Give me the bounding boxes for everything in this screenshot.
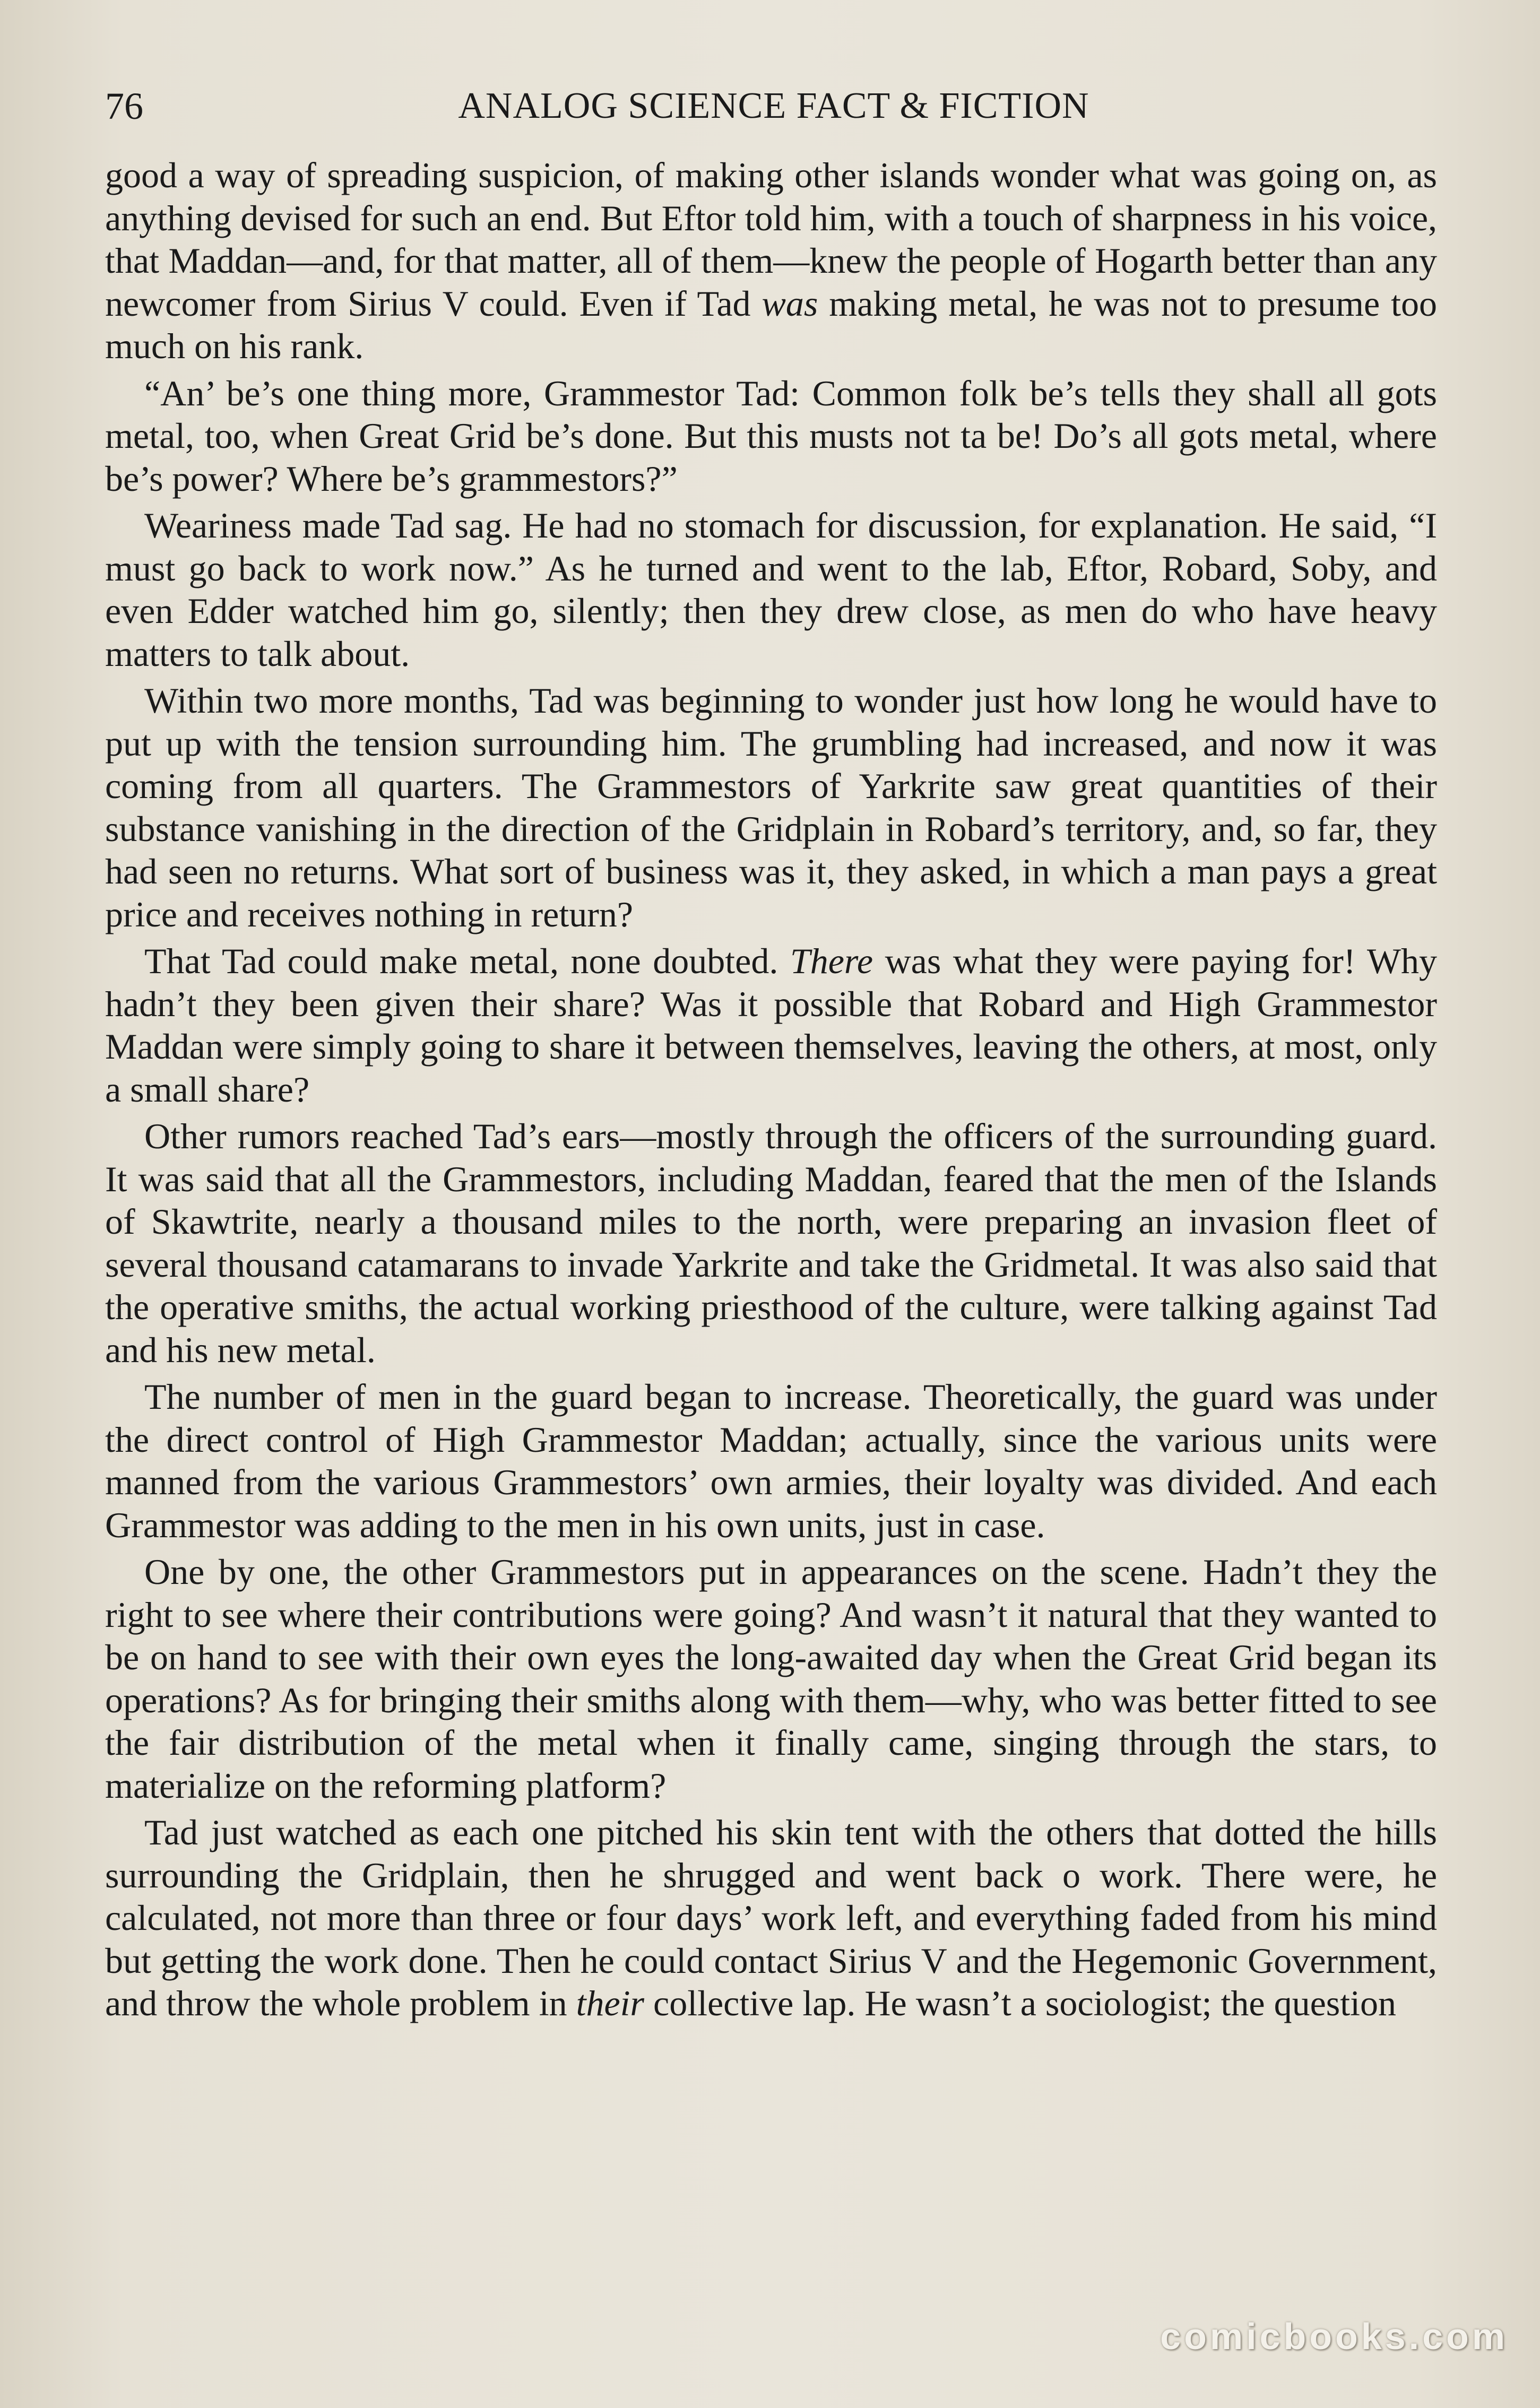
paragraph: Weariness made Tad sag. He had no stomach for discussion, for explanation. He said, “I must go back to work now.” As he turned and went to the lab, Eftor, Robard, Soby, and even Edder watched him go, silently; then they drew close, as men do who have heavy matters to talk about. xyxy=(105,505,1437,674)
running-title: ANALOG SCIENCE FACT & FICTION xyxy=(458,85,1089,126)
paragraph: Tad just watched as each one pitched his skin tent with the others that dotted the hills surrounding the Gridplain, then he shrugged and went back o work. There were, he calculated, not more than three or four days’ work left, and everything faded from his mind but getting the work done. Then he could contact Sirius V and the Hegemonic Government, and throw the whole problem in their collective lap. He wasn’t a sociologist; the question xyxy=(105,1812,1437,2023)
paragraph: One by one, the other Grammestors put in appearances on the scene. Hadn’t they the right to see where their contributions were going? And wasn’t it natural that they wanted to be on hand to see with their own eyes the long-awaited day when the Great Grid began its operations? As for bringing their smiths along with them—why, who was better fitted to see the fair distribution of the metal when it finally came, singing through the stars, to materialize on the reforming platform? xyxy=(105,1552,1437,1806)
page-header xyxy=(105,82,1442,130)
paragraph: That Tad could make metal, none doubted. There was what they were paying for! Why hadn’t they been given their share? Was it possible that Robard and High Grammestor Maddan were simply going to share it between themselves, leaving the others, at most, only a small share? xyxy=(105,941,1437,1110)
paragraph: Other rumors reached Tad’s ears—mostly through the officers of the surrounding guard. It was said that all the Grammestors, including Maddan, feared that the men of the Islands of Skawtrite, nearly a thousand miles to the north, were preparing an invasion fleet of several thousand catamarans to invade Yarkrite and take the Gridmetal. It was also said that the operative smiths, the actual working priesthood of the culture, were talking against Tad and his new metal. xyxy=(105,1116,1437,1370)
watermark: comicbooks.com xyxy=(1160,2316,1508,2357)
paragraph: Within two more months, Tad was beginning to wonder just how long he would have to put up with the tension surrounding him. The grumbling had increased, and now it was coming from all quarters. The Grammestors of Yarkrite saw great quantities of their substance vanishing in the direction of the Gridplain in Robard’s territory, and, so far, they had seen no returns. What sort of business was it, they asked, in which a man pays a great price and receives nothing in return? xyxy=(105,680,1437,934)
page-number: 76 xyxy=(105,85,143,127)
paragraph: The number of men in the guard began to increase. Theoretically, the guard was under the direct control of High Grammestor Maddan; actually, since the various units were manned from the various Grammestors’ own armies, their loyalty was divided. And each Grammestor was adding to the men in his own units, just in case. xyxy=(105,1376,1437,1545)
paragraph: “An’ be’s one thing more, Grammestor Tad: Common folk be’s tells they shall all gots metal, too, when Great Grid be’s done. But this musts not ta be! Do’s all gots metal, where be’s power? Where be’s grammestors?” xyxy=(105,373,1437,499)
paragraph: good a way of spreading suspicion, of making other islands wonder what was going on, as anything devised for such an end. But Eftor told him, with a touch of sharpness in his voice, that Maddan—and, for that matter, all of them—knew the people of Hogarth better than any newcomer from Sirius V could. Even if Tad was making metal, he was not to presume too much on his rank. xyxy=(105,155,1437,366)
body-text xyxy=(105,154,1437,2029)
